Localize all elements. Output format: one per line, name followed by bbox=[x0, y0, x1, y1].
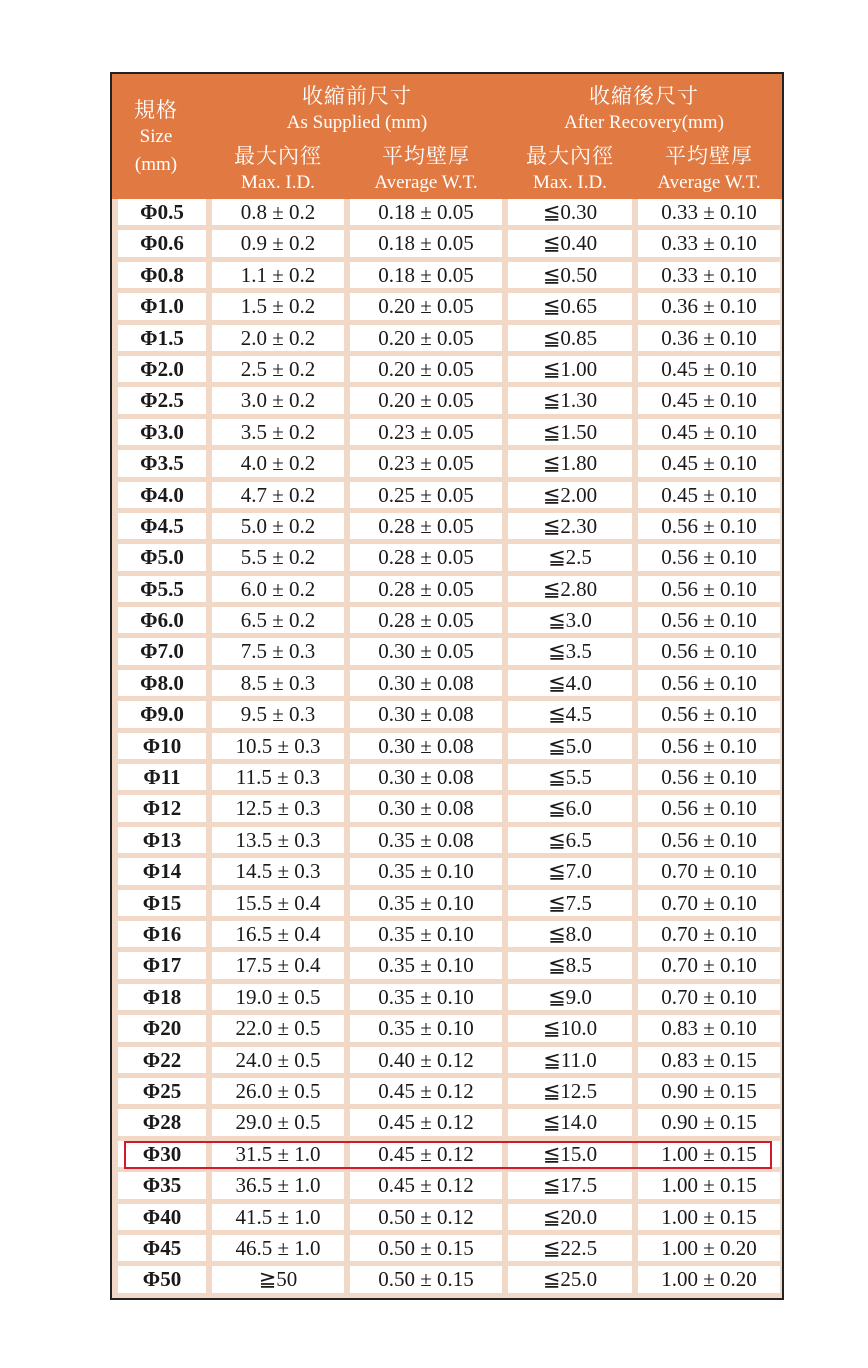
table-row bbox=[112, 827, 782, 858]
table-row bbox=[112, 733, 782, 764]
cell-supplied-max-id: 6.5 ± 0.2 bbox=[212, 607, 344, 633]
cell-size: Φ7.0 bbox=[118, 638, 206, 664]
cell-recovered-avg-wt: 0.90 ± 0.15 bbox=[638, 1078, 780, 1104]
cell-supplied-max-id: 14.5 ± 0.3 bbox=[212, 858, 344, 884]
cell-recovered-avg-wt: 0.56 ± 0.10 bbox=[638, 827, 780, 853]
cell-recovered-avg-wt: 0.56 ± 0.10 bbox=[638, 513, 780, 539]
cell-supplied-avg-wt: 0.35 ± 0.10 bbox=[350, 1015, 502, 1041]
cell-supplied-max-id: 1.1 ± 0.2 bbox=[212, 262, 344, 288]
header-size-en: Size bbox=[139, 126, 173, 147]
cell-recovered-max-id: ≦4.5 bbox=[508, 701, 632, 727]
cell-supplied-avg-wt: 0.23 ± 0.05 bbox=[350, 450, 502, 476]
cell-size: Φ15 bbox=[118, 890, 206, 916]
cell-supplied-avg-wt: 0.30 ± 0.08 bbox=[350, 764, 502, 790]
cell-supplied-max-id: 0.9 ± 0.2 bbox=[212, 230, 344, 256]
table-row bbox=[112, 638, 782, 669]
cell-supplied-max-id: 5.5 ± 0.2 bbox=[212, 544, 344, 570]
cell-supplied-max-id: 4.0 ± 0.2 bbox=[212, 450, 344, 476]
cell-supplied-avg-wt: 0.28 ± 0.05 bbox=[350, 576, 502, 602]
cell-size: Φ45 bbox=[118, 1235, 206, 1261]
cell-size: Φ20 bbox=[118, 1015, 206, 1041]
header-supplied-en: As Supplied (mm) bbox=[286, 112, 428, 133]
cell-supplied-max-id: 1.5 ± 0.2 bbox=[212, 293, 344, 319]
cell-recovered-max-id: ≦1.50 bbox=[508, 419, 632, 445]
cell-supplied-max-id: ≧50 bbox=[212, 1266, 344, 1292]
table-row bbox=[112, 984, 782, 1015]
cell-size: Φ8.0 bbox=[118, 670, 206, 696]
cell-size: Φ18 bbox=[118, 984, 206, 1010]
cell-supplied-avg-wt: 0.35 ± 0.10 bbox=[350, 984, 502, 1010]
cell-recovered-avg-wt: 0.45 ± 0.10 bbox=[638, 387, 780, 413]
cell-supplied-max-id: 24.0 ± 0.5 bbox=[212, 1047, 344, 1073]
cell-supplied-max-id: 26.0 ± 0.5 bbox=[212, 1078, 344, 1104]
table-row bbox=[112, 544, 782, 575]
cell-supplied-max-id: 6.0 ± 0.2 bbox=[212, 576, 344, 602]
table-row bbox=[112, 1141, 782, 1172]
cell-recovered-avg-wt: 0.56 ± 0.10 bbox=[638, 701, 780, 727]
cell-recovered-max-id: ≦1.30 bbox=[508, 387, 632, 413]
cell-recovered-max-id: ≦14.0 bbox=[508, 1109, 632, 1135]
table-row bbox=[112, 701, 782, 732]
cell-recovered-max-id: ≦0.85 bbox=[508, 325, 632, 351]
cell-recovered-max-id: ≦17.5 bbox=[508, 1172, 632, 1198]
cell-recovered-avg-wt: 0.83 ± 0.10 bbox=[638, 1015, 780, 1041]
cell-recovered-max-id: ≦8.5 bbox=[508, 952, 632, 978]
cell-recovered-max-id: ≦0.65 bbox=[508, 293, 632, 319]
cell-recovered-max-id: ≦3.0 bbox=[508, 607, 632, 633]
cell-supplied-avg-wt: 0.35 ± 0.10 bbox=[350, 921, 502, 947]
cell-supplied-max-id: 9.5 ± 0.3 bbox=[212, 701, 344, 727]
header-supplied-cn: 收縮前尺寸 bbox=[302, 84, 412, 108]
cell-recovered-avg-wt: 0.70 ± 0.10 bbox=[638, 921, 780, 947]
cell-supplied-avg-wt: 0.18 ± 0.05 bbox=[350, 199, 502, 225]
cell-recovered-max-id: ≦7.0 bbox=[508, 858, 632, 884]
cell-size: Φ40 bbox=[118, 1204, 206, 1230]
cell-supplied-max-id: 11.5 ± 0.3 bbox=[212, 764, 344, 790]
cell-recovered-max-id: ≦6.0 bbox=[508, 795, 632, 821]
cell-size: Φ13 bbox=[118, 827, 206, 853]
cell-supplied-avg-wt: 0.45 ± 0.12 bbox=[350, 1078, 502, 1104]
table-row bbox=[112, 1266, 782, 1297]
cell-recovered-avg-wt: 0.33 ± 0.10 bbox=[638, 230, 780, 256]
header-max-id-en-2: Max. I.D. bbox=[533, 172, 607, 193]
cell-recovered-avg-wt: 0.56 ± 0.10 bbox=[638, 607, 780, 633]
cell-supplied-avg-wt: 0.35 ± 0.10 bbox=[350, 952, 502, 978]
cell-recovered-max-id: ≦2.00 bbox=[508, 482, 632, 508]
table-row bbox=[112, 1078, 782, 1109]
cell-recovered-max-id: ≦7.5 bbox=[508, 890, 632, 916]
header-avg-wt-cn-2: 平均壁厚 bbox=[665, 144, 753, 168]
table-row bbox=[112, 1235, 782, 1266]
cell-size: Φ30 bbox=[118, 1141, 206, 1167]
table-row bbox=[112, 419, 782, 450]
table-body bbox=[112, 199, 782, 1298]
cell-size: Φ0.5 bbox=[118, 199, 206, 225]
cell-recovered-avg-wt: 0.56 ± 0.10 bbox=[638, 733, 780, 759]
header-max-id-cn: 最大內徑 bbox=[234, 144, 322, 168]
cell-recovered-max-id: ≦0.40 bbox=[508, 230, 632, 256]
cell-recovered-max-id: ≦25.0 bbox=[508, 1266, 632, 1292]
table-row bbox=[112, 1109, 782, 1140]
header-size-cn: 規格 bbox=[134, 98, 178, 122]
cell-size: Φ6.0 bbox=[118, 607, 206, 633]
cell-recovered-max-id: ≦1.80 bbox=[508, 450, 632, 476]
cell-recovered-avg-wt: 0.45 ± 0.10 bbox=[638, 419, 780, 445]
cell-recovered-max-id: ≦0.50 bbox=[508, 262, 632, 288]
cell-size: Φ10 bbox=[118, 733, 206, 759]
spec-table bbox=[110, 72, 784, 1300]
cell-recovered-max-id: ≦10.0 bbox=[508, 1015, 632, 1041]
cell-size: Φ5.0 bbox=[118, 544, 206, 570]
cell-supplied-avg-wt: 0.35 ± 0.10 bbox=[350, 890, 502, 916]
cell-size: Φ0.8 bbox=[118, 262, 206, 288]
header-max-id-en: Max. I.D. bbox=[241, 172, 315, 193]
cell-recovered-max-id: ≦9.0 bbox=[508, 984, 632, 1010]
cell-recovered-avg-wt: 1.00 ± 0.20 bbox=[638, 1235, 780, 1261]
cell-recovered-avg-wt: 0.45 ± 0.10 bbox=[638, 356, 780, 382]
cell-supplied-max-id: 3.0 ± 0.2 bbox=[212, 387, 344, 413]
cell-size: Φ1.0 bbox=[118, 293, 206, 319]
cell-supplied-avg-wt: 0.35 ± 0.10 bbox=[350, 858, 502, 884]
cell-recovered-avg-wt: 0.33 ± 0.10 bbox=[638, 262, 780, 288]
cell-recovered-avg-wt: 0.56 ± 0.10 bbox=[638, 795, 780, 821]
cell-recovered-avg-wt: 0.45 ± 0.10 bbox=[638, 450, 780, 476]
cell-recovered-max-id: ≦20.0 bbox=[508, 1204, 632, 1230]
cell-supplied-max-id: 13.5 ± 0.3 bbox=[212, 827, 344, 853]
cell-size: Φ3.0 bbox=[118, 419, 206, 445]
header-size-unit: (mm) bbox=[134, 154, 178, 175]
cell-supplied-avg-wt: 0.30 ± 0.08 bbox=[350, 701, 502, 727]
cell-size: Φ17 bbox=[118, 952, 206, 978]
cell-supplied-avg-wt: 0.40 ± 0.12 bbox=[350, 1047, 502, 1073]
table-row bbox=[112, 387, 782, 418]
cell-recovered-max-id: ≦0.30 bbox=[508, 199, 632, 225]
cell-supplied-avg-wt: 0.35 ± 0.08 bbox=[350, 827, 502, 853]
table-row bbox=[112, 450, 782, 481]
cell-supplied-avg-wt: 0.28 ± 0.05 bbox=[350, 513, 502, 539]
cell-supplied-max-id: 5.0 ± 0.2 bbox=[212, 513, 344, 539]
cell-supplied-max-id: 12.5 ± 0.3 bbox=[212, 795, 344, 821]
cell-size: Φ4.5 bbox=[118, 513, 206, 539]
cell-size: Φ11 bbox=[118, 764, 206, 790]
cell-size: Φ2.0 bbox=[118, 356, 206, 382]
table-row bbox=[112, 325, 782, 356]
table-row bbox=[112, 576, 782, 607]
table-row bbox=[112, 1172, 782, 1203]
cell-recovered-avg-wt: 0.56 ± 0.10 bbox=[638, 764, 780, 790]
cell-supplied-avg-wt: 0.18 ± 0.05 bbox=[350, 262, 502, 288]
cell-supplied-avg-wt: 0.20 ± 0.05 bbox=[350, 293, 502, 319]
cell-recovered-max-id: ≦15.0 bbox=[508, 1141, 632, 1167]
cell-recovered-avg-wt: 1.00 ± 0.20 bbox=[638, 1266, 780, 1292]
cell-supplied-max-id: 2.5 ± 0.2 bbox=[212, 356, 344, 382]
table-row bbox=[112, 670, 782, 701]
cell-size: Φ22 bbox=[118, 1047, 206, 1073]
cell-recovered-max-id: ≦4.0 bbox=[508, 670, 632, 696]
cell-recovered-avg-wt: 1.00 ± 0.15 bbox=[638, 1141, 780, 1167]
cell-supplied-max-id: 31.5 ± 1.0 bbox=[212, 1141, 344, 1167]
cell-recovered-avg-wt: 0.56 ± 0.10 bbox=[638, 576, 780, 602]
cell-size: Φ3.5 bbox=[118, 450, 206, 476]
cell-size: Φ9.0 bbox=[118, 701, 206, 727]
cell-recovered-max-id: ≦8.0 bbox=[508, 921, 632, 947]
cell-recovered-max-id: ≦11.0 bbox=[508, 1047, 632, 1073]
cell-size: Φ28 bbox=[118, 1109, 206, 1135]
cell-recovered-avg-wt: 0.83 ± 0.15 bbox=[638, 1047, 780, 1073]
cell-recovered-max-id: ≦12.5 bbox=[508, 1078, 632, 1104]
cell-supplied-max-id: 19.0 ± 0.5 bbox=[212, 984, 344, 1010]
table-row bbox=[112, 199, 782, 230]
cell-supplied-max-id: 17.5 ± 0.4 bbox=[212, 952, 344, 978]
cell-supplied-avg-wt: 0.25 ± 0.05 bbox=[350, 482, 502, 508]
cell-supplied-avg-wt: 0.50 ± 0.15 bbox=[350, 1266, 502, 1292]
cell-recovered-avg-wt: 1.00 ± 0.15 bbox=[638, 1204, 780, 1230]
cell-supplied-max-id: 8.5 ± 0.3 bbox=[212, 670, 344, 696]
cell-supplied-avg-wt: 0.20 ± 0.05 bbox=[350, 356, 502, 382]
cell-size: Φ0.6 bbox=[118, 230, 206, 256]
cell-size: Φ35 bbox=[118, 1172, 206, 1198]
cell-supplied-avg-wt: 0.30 ± 0.08 bbox=[350, 795, 502, 821]
header-avg-wt-en: Average W.T. bbox=[374, 172, 478, 193]
header-recovery-cn: 收縮後尺寸 bbox=[589, 84, 699, 108]
cell-recovered-max-id: ≦22.5 bbox=[508, 1235, 632, 1261]
cell-recovered-max-id: ≦6.5 bbox=[508, 827, 632, 853]
cell-supplied-max-id: 4.7 ± 0.2 bbox=[212, 482, 344, 508]
table-row bbox=[112, 795, 782, 826]
cell-supplied-max-id: 2.0 ± 0.2 bbox=[212, 325, 344, 351]
cell-size: Φ16 bbox=[118, 921, 206, 947]
cell-supplied-avg-wt: 0.30 ± 0.05 bbox=[350, 638, 502, 664]
cell-supplied-max-id: 3.5 ± 0.2 bbox=[212, 419, 344, 445]
cell-size: Φ4.0 bbox=[118, 482, 206, 508]
cell-supplied-avg-wt: 0.28 ± 0.05 bbox=[350, 607, 502, 633]
cell-supplied-max-id: 46.5 ± 1.0 bbox=[212, 1235, 344, 1261]
cell-supplied-avg-wt: 0.28 ± 0.05 bbox=[350, 544, 502, 570]
cell-recovered-avg-wt: 0.33 ± 0.10 bbox=[638, 199, 780, 225]
cell-supplied-max-id: 16.5 ± 0.4 bbox=[212, 921, 344, 947]
table-row bbox=[112, 262, 782, 293]
table-row bbox=[112, 1204, 782, 1235]
cell-recovered-max-id: ≦3.5 bbox=[508, 638, 632, 664]
header-avg-wt-cn: 平均壁厚 bbox=[382, 144, 470, 168]
cell-supplied-avg-wt: 0.50 ± 0.15 bbox=[350, 1235, 502, 1261]
cell-recovered-avg-wt: 0.56 ± 0.10 bbox=[638, 670, 780, 696]
cell-recovered-max-id: ≦5.0 bbox=[508, 733, 632, 759]
header-avg-wt-en-2: Average W.T. bbox=[657, 172, 761, 193]
cell-recovered-avg-wt: 0.70 ± 0.10 bbox=[638, 952, 780, 978]
cell-supplied-avg-wt: 0.50 ± 0.12 bbox=[350, 1204, 502, 1230]
table-row bbox=[112, 1047, 782, 1078]
table-row bbox=[112, 230, 782, 261]
cell-recovered-max-id: ≦2.5 bbox=[508, 544, 632, 570]
cell-recovered-avg-wt: 0.36 ± 0.10 bbox=[638, 325, 780, 351]
cell-recovered-avg-wt: 0.36 ± 0.10 bbox=[638, 293, 780, 319]
cell-supplied-avg-wt: 0.23 ± 0.05 bbox=[350, 419, 502, 445]
table-header bbox=[112, 74, 782, 199]
cell-recovered-max-id: ≦1.00 bbox=[508, 356, 632, 382]
table-row bbox=[112, 1015, 782, 1046]
cell-supplied-avg-wt: 0.20 ± 0.05 bbox=[350, 387, 502, 413]
table-row bbox=[112, 921, 782, 952]
cell-recovered-max-id: ≦5.5 bbox=[508, 764, 632, 790]
cell-size: Φ50 bbox=[118, 1266, 206, 1292]
cell-size: Φ5.5 bbox=[118, 576, 206, 602]
cell-supplied-avg-wt: 0.45 ± 0.12 bbox=[350, 1141, 502, 1167]
cell-supplied-max-id: 29.0 ± 0.5 bbox=[212, 1109, 344, 1135]
cell-recovered-avg-wt: 0.45 ± 0.10 bbox=[638, 482, 780, 508]
cell-supplied-max-id: 36.5 ± 1.0 bbox=[212, 1172, 344, 1198]
header-recovery-en: After Recovery(mm) bbox=[564, 112, 724, 133]
cell-size: Φ12 bbox=[118, 795, 206, 821]
cell-recovered-max-id: ≦2.80 bbox=[508, 576, 632, 602]
cell-supplied-avg-wt: 0.30 ± 0.08 bbox=[350, 670, 502, 696]
cell-recovered-avg-wt: 0.70 ± 0.10 bbox=[638, 984, 780, 1010]
cell-supplied-max-id: 10.5 ± 0.3 bbox=[212, 733, 344, 759]
cell-recovered-avg-wt: 0.56 ± 0.10 bbox=[638, 638, 780, 664]
cell-supplied-max-id: 41.5 ± 1.0 bbox=[212, 1204, 344, 1230]
table-row bbox=[112, 607, 782, 638]
cell-recovered-avg-wt: 0.70 ± 0.10 bbox=[638, 890, 780, 916]
cell-supplied-avg-wt: 0.45 ± 0.12 bbox=[350, 1109, 502, 1135]
table-row bbox=[112, 482, 782, 513]
cell-supplied-max-id: 15.5 ± 0.4 bbox=[212, 890, 344, 916]
cell-recovered-avg-wt: 1.00 ± 0.15 bbox=[638, 1172, 780, 1198]
cell-supplied-avg-wt: 0.45 ± 0.12 bbox=[350, 1172, 502, 1198]
cell-supplied-avg-wt: 0.18 ± 0.05 bbox=[350, 230, 502, 256]
header-max-id-cn-2: 最大內徑 bbox=[526, 144, 614, 168]
table-row bbox=[112, 952, 782, 983]
table-row bbox=[112, 293, 782, 324]
cell-size: Φ25 bbox=[118, 1078, 206, 1104]
table-row bbox=[112, 764, 782, 795]
table-row bbox=[112, 513, 782, 544]
cell-supplied-avg-wt: 0.30 ± 0.08 bbox=[350, 733, 502, 759]
cell-recovered-avg-wt: 0.90 ± 0.15 bbox=[638, 1109, 780, 1135]
cell-size: Φ14 bbox=[118, 858, 206, 884]
table-row bbox=[112, 858, 782, 889]
cell-size: Φ2.5 bbox=[118, 387, 206, 413]
table-row bbox=[112, 356, 782, 387]
cell-recovered-max-id: ≦2.30 bbox=[508, 513, 632, 539]
cell-supplied-max-id: 22.0 ± 0.5 bbox=[212, 1015, 344, 1041]
cell-supplied-max-id: 0.8 ± 0.2 bbox=[212, 199, 344, 225]
cell-supplied-max-id: 7.5 ± 0.3 bbox=[212, 638, 344, 664]
table-row bbox=[112, 890, 782, 921]
cell-recovered-avg-wt: 0.56 ± 0.10 bbox=[638, 544, 780, 570]
cell-supplied-avg-wt: 0.20 ± 0.05 bbox=[350, 325, 502, 351]
cell-size: Φ1.5 bbox=[118, 325, 206, 351]
cell-recovered-avg-wt: 0.70 ± 0.10 bbox=[638, 858, 780, 884]
